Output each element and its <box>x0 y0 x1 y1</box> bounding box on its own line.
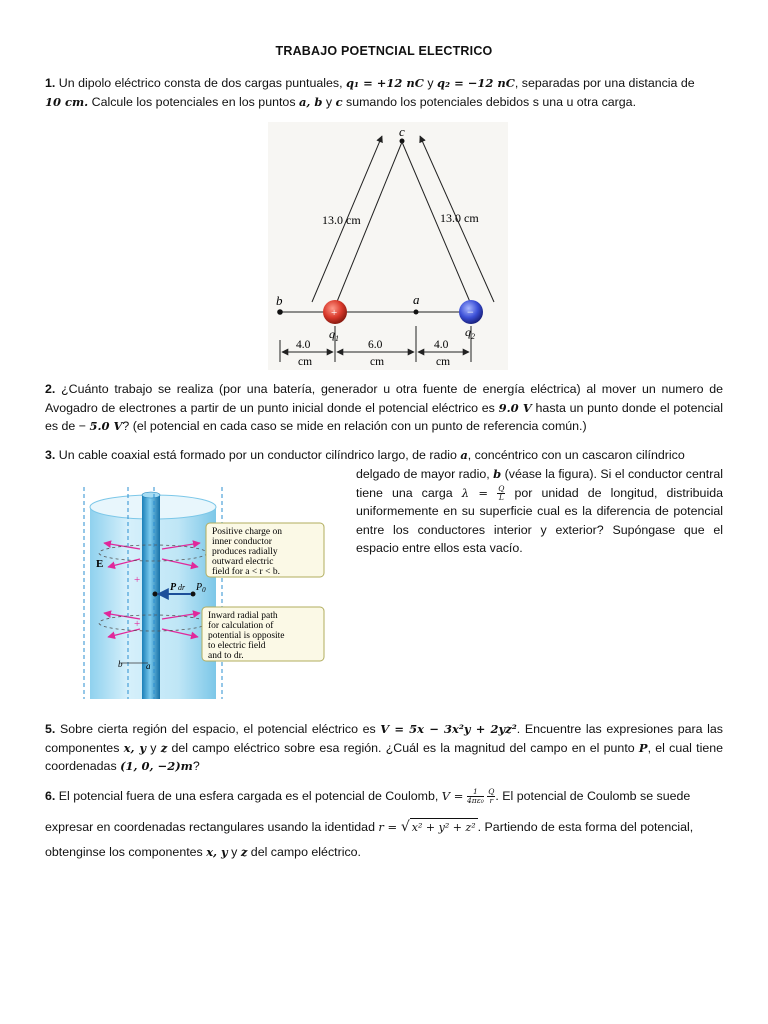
problem-6-line2 <box>45 818 723 838</box>
radius-b: b <box>493 467 502 481</box>
label-13cm-left: 13.0 cm <box>322 213 361 227</box>
fraction-1-over-4pie0: $\frac{1}{\text{4πε₀}}$ <box>467 787 484 806</box>
plus-sign: + <box>331 307 338 319</box>
point-b-dot <box>277 309 283 315</box>
problem-3-body <box>356 465 723 558</box>
problem-6-line3 <box>45 843 723 862</box>
label-P0: $P_0$ <box>196 582 206 594</box>
problem-text: ? (el potencial en cada caso se mide en relación con un punto de referencia común.) <box>122 419 587 434</box>
dim-label: cm <box>298 356 313 368</box>
minus-sign: − <box>467 305 474 319</box>
plus-charge: + <box>134 618 141 630</box>
problem-text: por unidad de longitud, distribuida uniformemente en su superficie cual es la diferencia de potencial entre los conductores interior y exterior? Supóngase que el espacio entre ellos esta vacío. <box>356 485 723 556</box>
problem-text: del campo eléctrico. <box>247 845 361 859</box>
problem-text: expresar en coordenadas rectangulares usando la identidad <box>45 820 379 834</box>
charge-q1: q₁ = +12 nC <box>346 76 424 90</box>
callout-line: to electric field <box>208 641 266 651</box>
problem-text: y <box>146 740 161 755</box>
fraction-q-over-l: $\frac{Q}{L}$ <box>498 483 505 502</box>
distance: 10 cm. <box>45 94 89 109</box>
problem-text: Calcule los potenciales en los puntos <box>88 94 299 109</box>
label-a: a <box>413 292 420 307</box>
problem-number: 3. <box>45 448 56 462</box>
voltage-initial: 9.0 V <box>498 400 532 415</box>
label-q2: $q_2$ <box>465 325 475 341</box>
radicand: x² + y² + z² <box>410 818 478 838</box>
problem-text: del campo eléctrico sobre esa región. ¿Cuál es la magnitud del campo en el punto <box>167 740 639 755</box>
callout-line: for calculation of <box>208 621 274 631</box>
problem-text: Sobre cierta región del espacio, el potencial eléctrico es <box>55 722 381 736</box>
dim-label: cm <box>436 356 451 368</box>
problem-3-line1 <box>45 446 723 465</box>
r-equation: r = <box>378 820 401 834</box>
dipole-figure <box>268 122 508 370</box>
label-P: P <box>170 582 177 593</box>
label-E: E <box>96 558 104 570</box>
problem-text: El potencial fuera de una esfera cargada es el potencial de Coulomb, <box>55 789 442 803</box>
label-b: b <box>276 293 283 308</box>
problem-1 <box>45 74 723 111</box>
inner-conductor-top <box>142 492 160 498</box>
callout-line: and to dr. <box>208 651 244 661</box>
problem-text: Un dipolo eléctrico consta de dos cargas puntuales, <box>55 76 347 90</box>
problem-number: 2. <box>45 382 56 396</box>
problem-text: Un cable coaxial está formado por un conductor cilíndrico largo, de radio <box>55 448 461 462</box>
radius-a: a <box>460 448 468 462</box>
callout-line: Inward radial path <box>208 611 278 621</box>
problem-text: , separadas por una distancia de <box>514 76 695 90</box>
problem-text: (véase la figura). Si el conductor central tiene una carga <box>356 467 724 500</box>
problem-text: y <box>227 845 241 859</box>
label-a-fig: a <box>146 661 151 671</box>
label-c: c <box>399 124 405 139</box>
problem-text: . Encuentre las expresiones para las componentes <box>45 722 723 755</box>
problem-number: 5. <box>45 722 56 736</box>
dim-label: 4.0 <box>296 339 311 351</box>
problem-text: . Partiendo de esta forma del potencial, <box>477 820 694 834</box>
callout-line: inner conductor <box>212 537 272 547</box>
point-a-dot <box>414 310 419 315</box>
problem-number: 1. <box>45 76 56 90</box>
label-b-fig: b <box>118 659 123 669</box>
sqrt-symbol: √ <box>400 819 410 835</box>
problem-text: y <box>322 94 336 109</box>
components-xy: x, y <box>123 740 147 755</box>
page-title: TRABAJO POETNCIAL ELECTRICO <box>275 44 493 58</box>
component-z: z <box>240 845 248 859</box>
voltage-final: 5.0 V <box>89 419 123 434</box>
problem-2 <box>45 380 723 436</box>
dim-label: cm <box>370 356 385 368</box>
callout-line: outward electric <box>212 557 274 567</box>
point-P0 <box>191 592 196 597</box>
point-P: P <box>638 740 648 755</box>
point-P <box>153 592 158 597</box>
points-ab: a, b <box>298 94 323 109</box>
components-xy: x, y <box>206 845 228 859</box>
label-13cm-right: 13.0 cm <box>440 211 479 225</box>
callout-line: produces radially <box>212 547 278 557</box>
problem-text: obtenginse los componentes <box>45 845 207 859</box>
fraction-q-over-r: $\frac{Q}{r}$ <box>488 787 495 806</box>
problem-text: ¿Cuánto trabajo se realiza (por una batería, generador u otra fuente de energía eléctrica) al mover un numero de Avogadro de electrones a partir de un punto inicial donde el potencial eléctrico es <box>45 382 723 415</box>
label-q1: $q_1$ <box>329 327 339 343</box>
callout-line: Positive charge on <box>212 527 283 537</box>
problem-text: y <box>423 76 437 90</box>
dim-label: 4.0 <box>434 339 449 351</box>
callout-line: field for a < r < b. <box>212 567 280 577</box>
inner-conductor <box>142 495 160 699</box>
callout-line: potential is opposite <box>208 631 285 641</box>
plus-charge: + <box>134 574 141 586</box>
point-c: c <box>335 94 343 109</box>
problem-text: . El potencial de Coulomb se suede <box>495 789 691 803</box>
coulomb-V: V = <box>441 789 468 803</box>
component-z: z <box>160 740 168 755</box>
charge-q2: q₂ = −12 nC <box>437 76 515 90</box>
potential-equation: V = 5x − 3x²y + 2yz² <box>380 722 517 736</box>
problem-6-line1 <box>45 787 723 806</box>
lambda: λ = <box>461 485 498 500</box>
problem-5 <box>45 720 723 776</box>
dim-label: 6.0 <box>368 339 383 351</box>
problem-text: sumando los potenciales debidos s una u otra carga. <box>342 94 637 109</box>
coaxial-figure <box>82 487 328 699</box>
label-dr: dr <box>178 583 186 592</box>
problem-text: , concéntrico con un cascaron cilíndrico <box>467 448 685 462</box>
problem-number: 6. <box>45 789 56 803</box>
problem-text: hasta un punto donde el potencial es de − <box>45 400 723 434</box>
problem-text: delgado de mayor radio, <box>356 467 494 481</box>
problem-text: , el cual tiene coordenadas <box>45 740 724 774</box>
problem-text: ? <box>192 759 200 774</box>
coordinates: (1, 0, −2)m <box>120 759 193 774</box>
